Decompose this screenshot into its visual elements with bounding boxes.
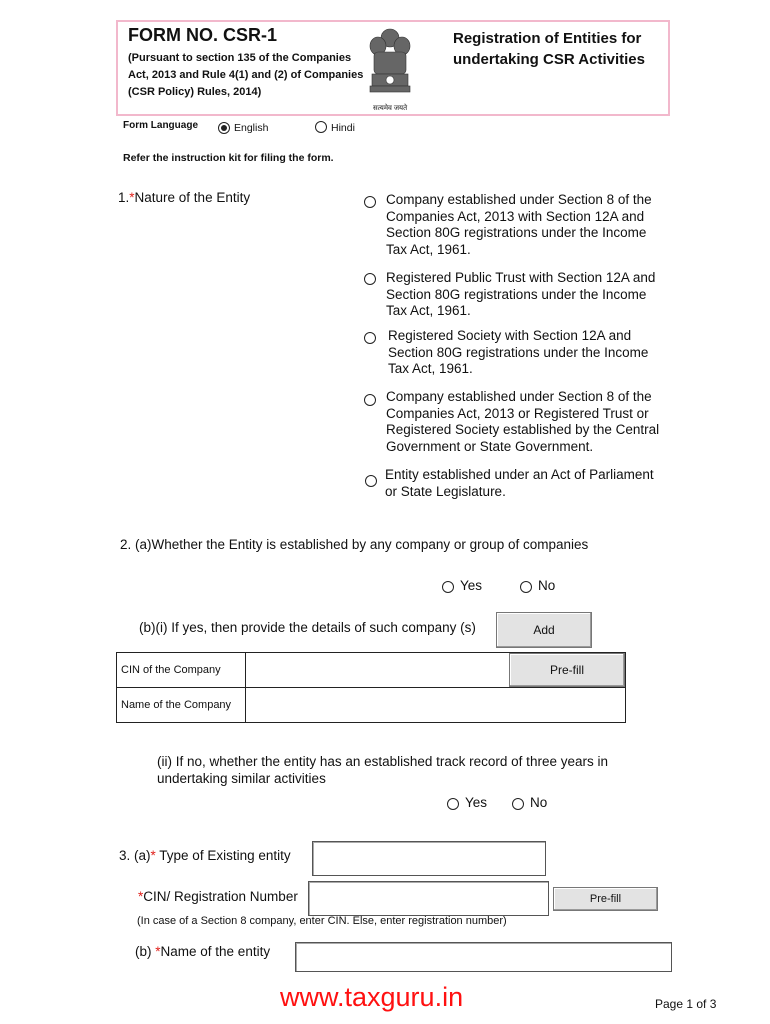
entity-name-input[interactable] <box>295 942 672 972</box>
form-number: FORM NO. CSR-1 <box>128 25 278 45</box>
required-star: * <box>129 190 135 205</box>
q1-text: Nature of the Entity <box>134 190 251 205</box>
cin-registration-label <box>138 889 298 904</box>
option-line: Government or State Government. <box>386 439 594 455</box>
state-emblem-icon <box>366 24 414 114</box>
nature-option-3-text <box>388 328 648 378</box>
required-star: * <box>155 944 161 959</box>
page-number: Page 1 of 3 <box>655 997 717 1011</box>
cin-of-company-field[interactable] <box>246 653 626 688</box>
q3a-text: Type of Existing entity <box>155 848 291 863</box>
option-line: or State Legislature. <box>385 483 506 499</box>
q1-label <box>118 190 250 205</box>
watermark: www.taxguru.in <box>280 982 464 1012</box>
q3a-prefix: 3. (a) <box>119 848 151 863</box>
nature-option-3-radio[interactable] <box>364 332 376 344</box>
q2bii-line: undertaking similar activities <box>157 771 326 786</box>
type-of-entity-input[interactable] <box>312 841 546 876</box>
q2a-yes-radio[interactable] <box>442 581 454 593</box>
form-language-label: Form Language <box>123 120 199 131</box>
option-line: Registered Public Trust with Section 12A and <box>386 270 656 285</box>
language-hindi-label: Hindi <box>331 122 355 134</box>
option-line: Registered Society established by the Central <box>386 422 660 438</box>
required-star: * <box>150 848 156 863</box>
company-details-table <box>116 652 626 723</box>
language-hindi-radio[interactable] <box>315 121 327 133</box>
q3b-text: Name of the entity <box>160 944 271 959</box>
q2bii-yes-radio[interactable] <box>447 798 459 810</box>
add-button[interactable]: Add <box>496 612 592 648</box>
q2bii-no-label: No <box>530 795 548 810</box>
option-line: Companies Act, 2013 with Section 12A and <box>386 208 645 224</box>
emblem-motto: सत्यमेव जयते <box>373 105 408 112</box>
nature-option-1-text <box>386 192 652 259</box>
option-line: Tax Act, 1961. <box>386 242 471 258</box>
cin-registration-text: CIN/ Registration Number <box>143 889 298 904</box>
name-of-company-label: Name of the Company <box>117 688 246 723</box>
cin-registration-input[interactable] <box>308 881 549 916</box>
q3b-prefix: (b) <box>135 944 156 959</box>
form-title-line2: undertaking CSR Activities <box>453 51 645 68</box>
option-line: Section 80G registrations under the Income <box>386 286 647 302</box>
instruction-text: Refer the instruction kit for filing the form. <box>123 152 334 164</box>
language-english-radio[interactable] <box>218 122 230 134</box>
option-line: Registered Society with Section 12A and <box>388 328 632 343</box>
nature-option-4-radio[interactable] <box>364 394 376 406</box>
q2a-yes-label: Yes <box>460 578 483 593</box>
q2bii-label <box>157 753 608 787</box>
option-line: Entity established under an Act of Parliament <box>385 467 654 482</box>
q2bii-line: (ii) If no, whether the entity has an established track record of three years in <box>157 754 608 769</box>
nature-option-4-text <box>386 389 659 456</box>
option-line: Tax Act, 1961. <box>388 361 473 377</box>
language-english-label: English <box>234 122 269 134</box>
q3b-label <box>135 944 270 959</box>
option-line: Companies Act, 2013 or Registered Trust or <box>386 405 649 421</box>
nature-option-5-radio[interactable] <box>365 475 377 487</box>
q2bii-yes-label: Yes <box>465 795 488 810</box>
form-title <box>453 28 673 70</box>
option-line: Company established under Section 8 of the <box>386 389 652 404</box>
q2bii-no-radio[interactable] <box>512 798 524 810</box>
nature-option-2-radio[interactable] <box>364 273 376 285</box>
prefill-button[interactable]: Pre-fill <box>509 653 625 687</box>
cin-of-company-label: CIN of the Company <box>117 653 246 688</box>
name-of-company-field[interactable] <box>246 688 626 723</box>
q2a-no-label: No <box>538 578 556 593</box>
q2bi-label: (b)(i) If yes, then provide the details of such company (s) <box>139 620 476 635</box>
nature-option-5-text <box>385 467 654 500</box>
option-line: Section 80G registrations under the Income <box>388 344 649 360</box>
required-star: * <box>138 889 144 904</box>
q1-number: 1. <box>118 190 130 205</box>
option-line: Section 80G registrations under the Income <box>386 225 647 241</box>
q3a-label <box>119 848 291 863</box>
q2a-label: 2. (a)Whether the Entity is established by any company or group of companies <box>120 537 589 552</box>
pursuant-text: (Pursuant to section 135 of the Companies Act, 2013 and Rule 4(1) and (2) of Companies (CSR Policy) Rules, 2014) <box>128 52 364 98</box>
form-title-line1: Registration of Entities for <box>453 30 642 47</box>
option-line: Company established under Section 8 of the <box>386 192 652 207</box>
prefill-entity-button[interactable]: Pre-fill <box>553 887 658 911</box>
cin-note: (In case of a Section 8 company, enter CIN. Else, enter registration number) <box>137 915 507 927</box>
nature-option-2-text <box>386 270 655 320</box>
q2a-no-radio[interactable] <box>520 581 532 593</box>
option-line: Tax Act, 1961. <box>386 303 471 319</box>
nature-option-1-radio[interactable] <box>364 196 376 208</box>
